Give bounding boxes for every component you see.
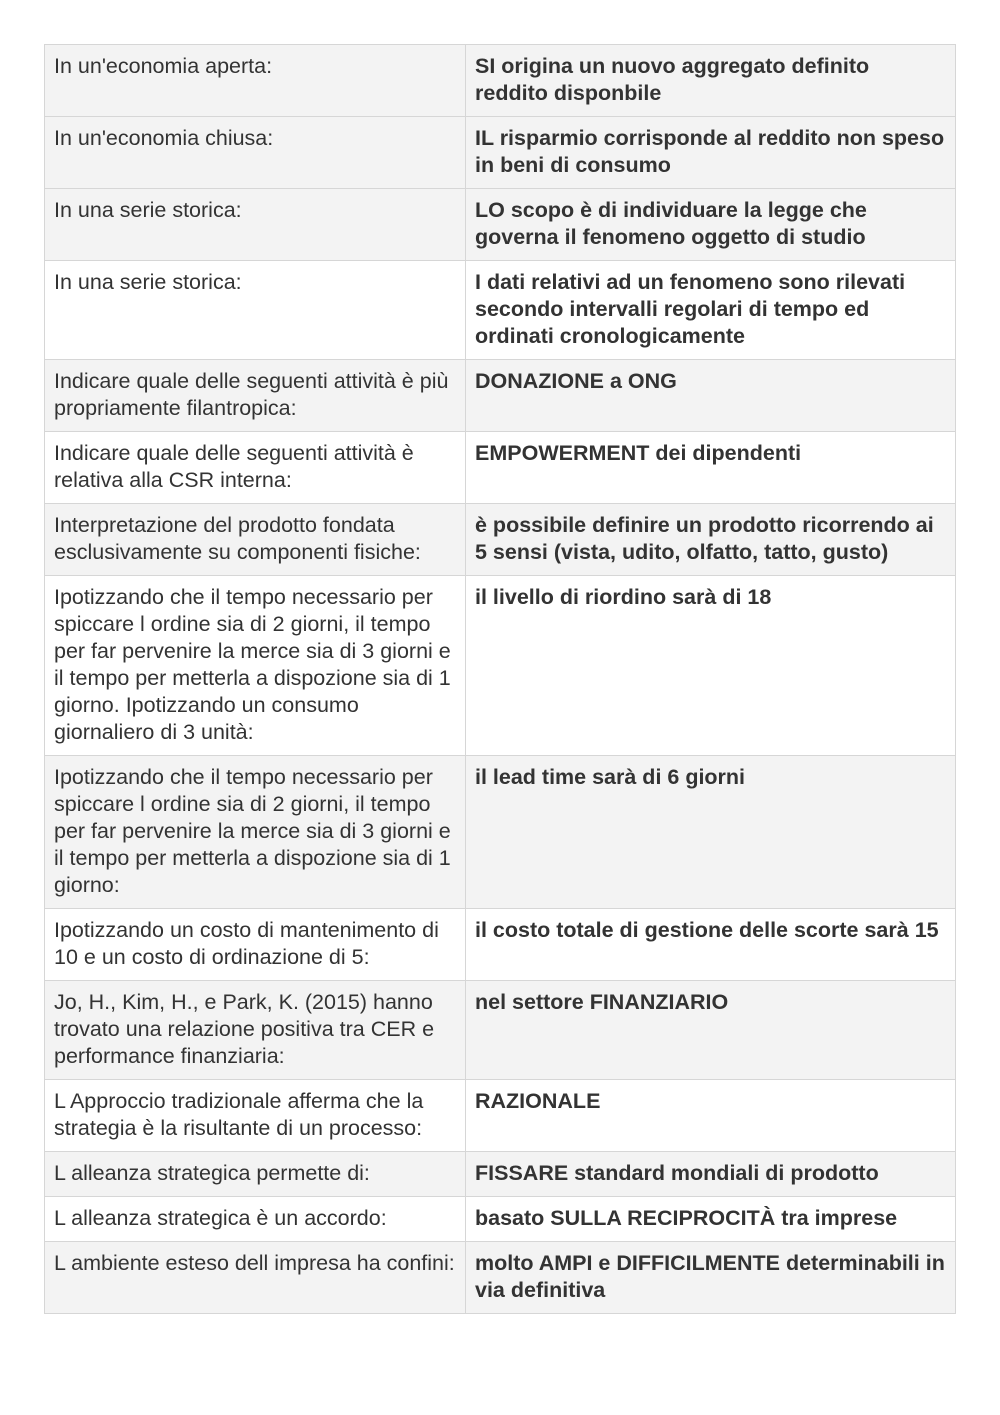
table-row	[45, 117, 956, 189]
question-cell: Indicare quale delle seguenti attività è più propriamente filantropica:	[45, 360, 466, 432]
question-cell: In un'economia aperta:	[45, 45, 466, 117]
answer-cell: SI origina un nuovo aggregato definito reddito disponbile	[466, 45, 956, 117]
question-cell: In una serie storica:	[45, 189, 466, 261]
table-row	[45, 45, 956, 117]
answer-cell: il costo totale di gestione delle scorte sarà 15	[466, 909, 956, 981]
answer-cell: molto AMPI e DIFFICILMENTE determinabili in via definitiva	[466, 1242, 956, 1314]
answer-cell: DONAZIONE a ONG	[466, 360, 956, 432]
question-cell: L alleanza strategica è un accordo:	[45, 1197, 466, 1242]
question-cell: Ipotizzando un costo di mantenimento di 10 e un costo di ordinazione di 5:	[45, 909, 466, 981]
question-cell: Ipotizzando che il tempo necessario per spiccare l ordine sia di 2 giorni, il tempo per far pervenire la merce sia di 3 giorni e il tempo per metterla a dispozione sia di 1 giorno:	[45, 756, 466, 909]
table-row	[45, 432, 956, 504]
question-cell: L ambiente esteso dell impresa ha confini:	[45, 1242, 466, 1314]
answer-cell: il livello di riordino sarà di 18	[466, 576, 956, 756]
question-cell: Interpretazione del prodotto fondata esclusivamente su componenti fisiche:	[45, 504, 466, 576]
table-row	[45, 1197, 956, 1242]
table-row	[45, 261, 956, 360]
table-row	[45, 981, 956, 1080]
table-row	[45, 756, 956, 909]
table-row	[45, 576, 956, 756]
answer-cell: RAZIONALE	[466, 1080, 956, 1152]
table-row	[45, 909, 956, 981]
table-row	[45, 1080, 956, 1152]
answer-cell: EMPOWERMENT dei dipendenti	[466, 432, 956, 504]
qa-table	[44, 44, 956, 1314]
answer-cell: IL risparmio corrisponde al reddito non speso in beni di consumo	[466, 117, 956, 189]
table-row	[45, 1152, 956, 1197]
answer-cell: basato SULLA RECIPROCITÀ tra imprese	[466, 1197, 956, 1242]
question-cell: Ipotizzando che il tempo necessario per spiccare l ordine sia di 2 giorni, il tempo per far pervenire la merce sia di 3 giorni e il tempo per metterla a dispozione sia di 1 giorno. Ipotizzando un consumo giornaliero di 3 unità:	[45, 576, 466, 756]
question-cell: In un'economia chiusa:	[45, 117, 466, 189]
answer-cell: nel settore FINANZIARIO	[466, 981, 956, 1080]
table-row	[45, 1242, 956, 1314]
answer-cell: LO scopo è di individuare la legge che governa il fenomeno oggetto di studio	[466, 189, 956, 261]
answer-cell: è possibile definire un prodotto ricorrendo ai 5 sensi (vista, udito, olfatto, tatto, gusto)	[466, 504, 956, 576]
question-cell: Indicare quale delle seguenti attività è relativa alla CSR interna:	[45, 432, 466, 504]
answer-cell: I dati relativi ad un fenomeno sono rilevati secondo intervalli regolari di tempo ed ordinati cronologicamente	[466, 261, 956, 360]
table-row	[45, 360, 956, 432]
answer-cell: il lead time sarà di 6 giorni	[466, 756, 956, 909]
table-row	[45, 504, 956, 576]
table-row	[45, 189, 956, 261]
question-cell: L alleanza strategica permette di:	[45, 1152, 466, 1197]
question-cell: L Approccio tradizionale afferma che la strategia è la risultante di un processo:	[45, 1080, 466, 1152]
answer-cell: FISSARE standard mondiali di prodotto	[466, 1152, 956, 1197]
question-cell: In una serie storica:	[45, 261, 466, 360]
question-cell: Jo, H., Kim, H., e Park, K. (2015) hanno trovato una relazione positiva tra CER e performance finanziaria:	[45, 981, 466, 1080]
